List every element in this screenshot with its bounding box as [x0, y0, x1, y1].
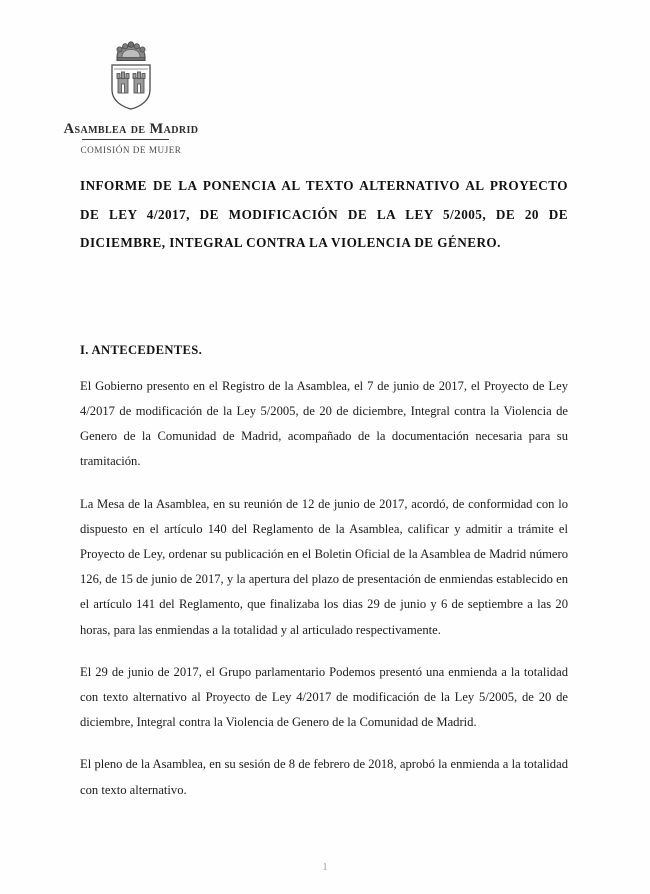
paragraph: El pleno de la Asamblea, en su sesión de 8 de febrero de 2018, aprobó la enmienda a la totalidad con texto alternativo.	[80, 757, 568, 797]
document-title: INFORME DE LA PONENCIA AL TEXTO ALTERNATIVO AL PROYECTO DE LEY 4/2017, DE MODIFICACIÓN DE LA LEY 5/2005, DE 20 DE DICIEMBRE, INTEGRAL CONTRA LA VIOLENCIA DE GÉNERO.	[80, 178, 568, 251]
section-heading-antecedentes: I. ANTECEDENTES.	[80, 342, 203, 357]
letterhead	[26, 36, 236, 155]
madrid-coat-of-arms-icon	[100, 36, 162, 114]
paragraph: El Gobierno presento en el Registro de la Asamblea, el 7 de junio de 2017, el Proyecto de Ley 4/2017 de modificación de la Ley 5/2005, de 20 de diciembre, Integral contra la Violencia de Genero de la Comunidad de Madrid, acompañado de la documentación necesaria para su tramitación.	[80, 378, 568, 469]
paragraph: El 29 de junio de 2017, el Grupo parlamentario Podemos presentó una enmienda a la totalidad con texto alternativo al Proyecto de Ley 4/2017 de modificación de la Ley 5/2005, de 20 de diciembre, Integral contra la Violencia de Genero de la Comunidad de Madrid.	[80, 664, 568, 730]
committee-name: COMISIÓN DE MUJER	[80, 144, 182, 155]
paragraph: La Mesa de la Asamblea, en su reunión de 12 de junio de 2017, acordó, de conformidad con lo dispuesto en el artículo 140 del Reglamento de la Asamblea, calificar y admitir a trámite el Proyecto de Ley, ordenar su publicación en el Boletin Oficial de la Asamblea de Madrid número 126, de 15 de junio de 2017, y la apertura del plazo de presentación de enmiendas establecido en el artículo 141 del Reglamento, que finalizaba los dias 29 de junio y 6 de septiembre a las 20 horas, para las enmiendas a la totalidad y al articulado respectivamente.	[80, 496, 568, 637]
document-body	[80, 172, 568, 803]
organization-name: Asamblea de Madrid	[64, 122, 199, 140]
page-number: 1	[322, 862, 328, 873]
